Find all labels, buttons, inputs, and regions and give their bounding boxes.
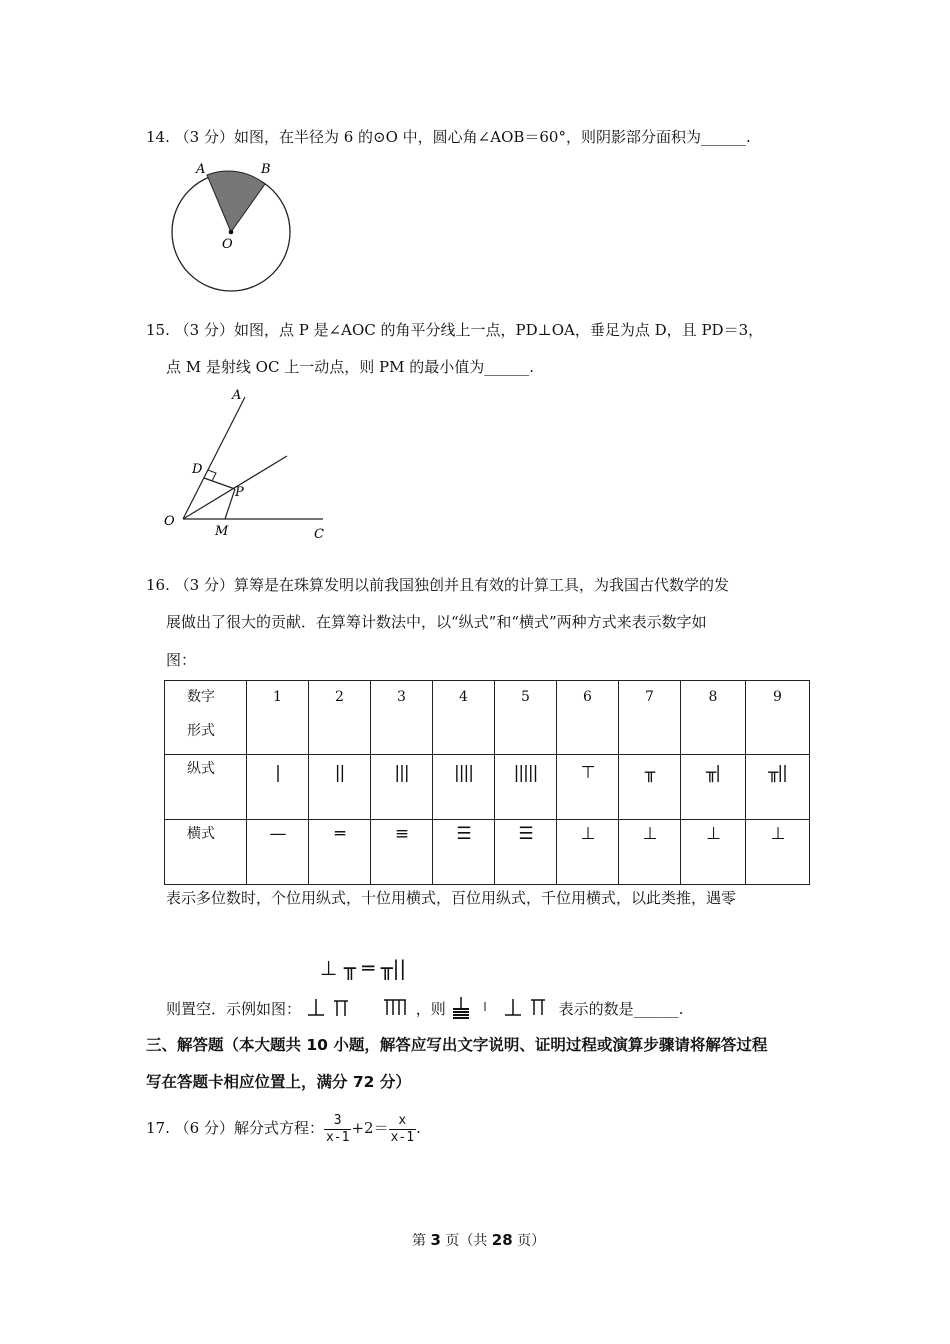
row-label-vertical: 纵式 <box>165 755 247 820</box>
horizontal-rod-9: ⊥ <box>770 824 785 844</box>
digit-cell: 3 <box>371 681 433 755</box>
digit-cell: 2 <box>309 681 371 755</box>
digit-cell: 1 <box>247 681 309 755</box>
q17-fraction-1 <box>324 1113 351 1146</box>
footer-total-pages: 28 <box>491 1231 513 1249</box>
vertical-rod-9: ╥|| <box>768 763 787 783</box>
q15-text-1: 如图，点 P 是∠AOC 的角平分线上一点，PD⊥OA，垂足为点 D，且 PD＝3， <box>233 321 764 339</box>
vertical-rod-cell <box>619 755 681 820</box>
horizontal-rod-cell <box>495 820 557 885</box>
q16-after-table: 表示多位数时，个位用纵式，十位用横式，百位用纵式，千位用横式，以此类推，遇零 <box>166 889 737 907</box>
q15-line-1 <box>146 320 763 340</box>
header-cell <box>165 681 247 755</box>
q15-number: 15. <box>146 321 170 339</box>
footer-mid: 页（共 <box>445 1233 488 1249</box>
vertical-rod-8: ╥| <box>706 763 720 783</box>
horizontal-rod-cell <box>247 820 309 885</box>
section3-heading-1: 三、解答题（本大题共 10 小题，解答应写出文字说明、证明过程或演算步骤请将解答过程 <box>146 1036 768 1054</box>
q17-text: 解分式方程： <box>233 1119 324 1137</box>
footer-page-number: 3 <box>430 1231 441 1249</box>
q14-label-b: B <box>261 162 271 177</box>
vertical-rod-cell <box>495 755 557 820</box>
q17-frac1-denominator: x-1 <box>325 1129 350 1145</box>
q16-example-mid: ，则 <box>415 1000 446 1018</box>
q16-question-rods <box>451 997 559 1019</box>
q16-text-1: 算筹是在珠算发明以前我国独创并且有效的计算工具，为我国古代数学的发 <box>233 576 729 594</box>
vertical-rod-cell <box>557 755 619 820</box>
q17-frac1-numerator: 3 <box>324 1113 351 1130</box>
horizontal-rod-cell <box>433 820 495 885</box>
horizontal-rod-cell <box>681 820 746 885</box>
table-row-vertical <box>165 755 810 820</box>
q15-label-a: A <box>232 388 242 403</box>
vertical-rod-5: ||||| <box>513 763 538 783</box>
q14-label-a: A <box>196 162 206 177</box>
vertical-rod-3: ||| <box>394 763 409 783</box>
counting-rods-table <box>164 680 810 885</box>
q14-line <box>146 127 751 147</box>
header-label-1: 数字 <box>187 689 215 705</box>
q17-frac2-denominator: x-1 <box>390 1129 415 1145</box>
vertical-rod-cell <box>746 755 810 820</box>
q15-angle-figure <box>160 385 340 545</box>
footer-suffix: 页） <box>517 1233 546 1249</box>
horizontal-rod-8: ⊥ <box>706 824 720 844</box>
q16-score: （3 分） <box>174 576 234 594</box>
q14-text: 如图，在半径为 6 的⊙O 中，圆心角∠AOB＝60°，则阴影部分面积为______. <box>233 128 751 146</box>
vertical-rod-2: || <box>334 763 345 783</box>
digit-cell: 8 <box>681 681 746 755</box>
q15-score: （3 分） <box>174 321 234 339</box>
digit-cell: 4 <box>433 681 495 755</box>
q17-frac2-numerator: x <box>389 1113 416 1130</box>
q17-line <box>146 1110 421 1146</box>
header-label-2: 形式 <box>187 723 215 739</box>
q14-number: 14. <box>146 128 170 146</box>
q14-label-o: O <box>222 237 233 252</box>
digit-cell: 9 <box>746 681 810 755</box>
q14-shaded-sector <box>207 171 265 232</box>
horizontal-rod-cell <box>619 820 681 885</box>
q16-example-rods <box>306 997 416 1019</box>
q14-circle-figure <box>165 158 300 293</box>
vertical-rod-1: | <box>275 763 280 783</box>
horizontal-rod-3: ≡ <box>394 824 409 844</box>
vertical-rod-7: ╥ <box>644 763 655 783</box>
q15-label-m: M <box>215 524 229 539</box>
q16-example-prefix: 则置空．示例如图： <box>166 1000 302 1018</box>
horizontal-rod-4: ☰ <box>456 824 471 844</box>
section3-heading-2: 写在答题卡相应位置上，满分 72 分） <box>146 1073 411 1091</box>
vertical-rod-cell <box>433 755 495 820</box>
digit-cell: 5 <box>495 681 557 755</box>
q16-example-suffix: 表示的数是______. <box>558 1000 684 1018</box>
q17-number: 17. <box>146 1119 170 1137</box>
q17-fraction-2 <box>389 1113 416 1146</box>
q16-line-2: 展做出了很大的贡献．在算筹计数法中，以“纵式”和“横式”两种方式来表示数字如 <box>166 613 707 631</box>
digit-cell: 6 <box>557 681 619 755</box>
q15-label-o: O <box>164 514 175 529</box>
page-footer <box>412 1230 545 1250</box>
q16-example-line <box>166 997 683 1019</box>
q15-segment-pm <box>225 489 235 519</box>
q14-center-dot <box>229 230 234 235</box>
horizontal-rod-6: ⊥ <box>580 824 595 844</box>
q15-label-c: C <box>314 527 324 542</box>
q17-score: （6 分） <box>174 1119 234 1137</box>
vertical-rod-4: |||| <box>454 763 473 783</box>
digit-cell: 7 <box>619 681 681 755</box>
footer-prefix: 第 <box>412 1233 426 1249</box>
q17-plus: +2＝ <box>351 1119 389 1137</box>
table-row-horizontal <box>165 820 810 885</box>
horizontal-rod-2: ═ <box>334 824 345 844</box>
horizontal-rod-cell <box>557 820 619 885</box>
horizontal-rod-cell <box>309 820 371 885</box>
horizontal-rod-cell <box>371 820 433 885</box>
q15-label-d: D <box>192 462 203 477</box>
vertical-rod-cell <box>681 755 746 820</box>
vertical-rod-cell <box>309 755 371 820</box>
horizontal-rod-7: ⊥ <box>642 824 657 844</box>
vertical-rod-cell <box>371 755 433 820</box>
q15-line-2: 点 M 是射线 OC 上一动点，则 PM 的最小值为______. <box>166 358 534 376</box>
q16-line-3: 图： <box>166 651 197 669</box>
horizontal-rod-5: ☰ <box>518 824 533 844</box>
vertical-rod-6: ⊤ <box>580 763 595 783</box>
q14-score: （3 分） <box>174 128 234 146</box>
q15-label-p: P <box>235 485 244 500</box>
row-label-horizontal: 横式 <box>165 820 247 885</box>
horizontal-rod-cell <box>746 820 810 885</box>
q16-example-top: ⊥ ╥ ═ ╥|| <box>320 956 407 980</box>
vertical-rod-cell <box>247 755 309 820</box>
q15-segment-pd <box>204 478 235 489</box>
table-row-digits <box>165 681 810 755</box>
q16-line-1 <box>146 575 729 595</box>
q16-number: 16. <box>146 576 170 594</box>
q17-end: . <box>416 1119 421 1137</box>
horizontal-rod-1: — <box>269 824 286 844</box>
